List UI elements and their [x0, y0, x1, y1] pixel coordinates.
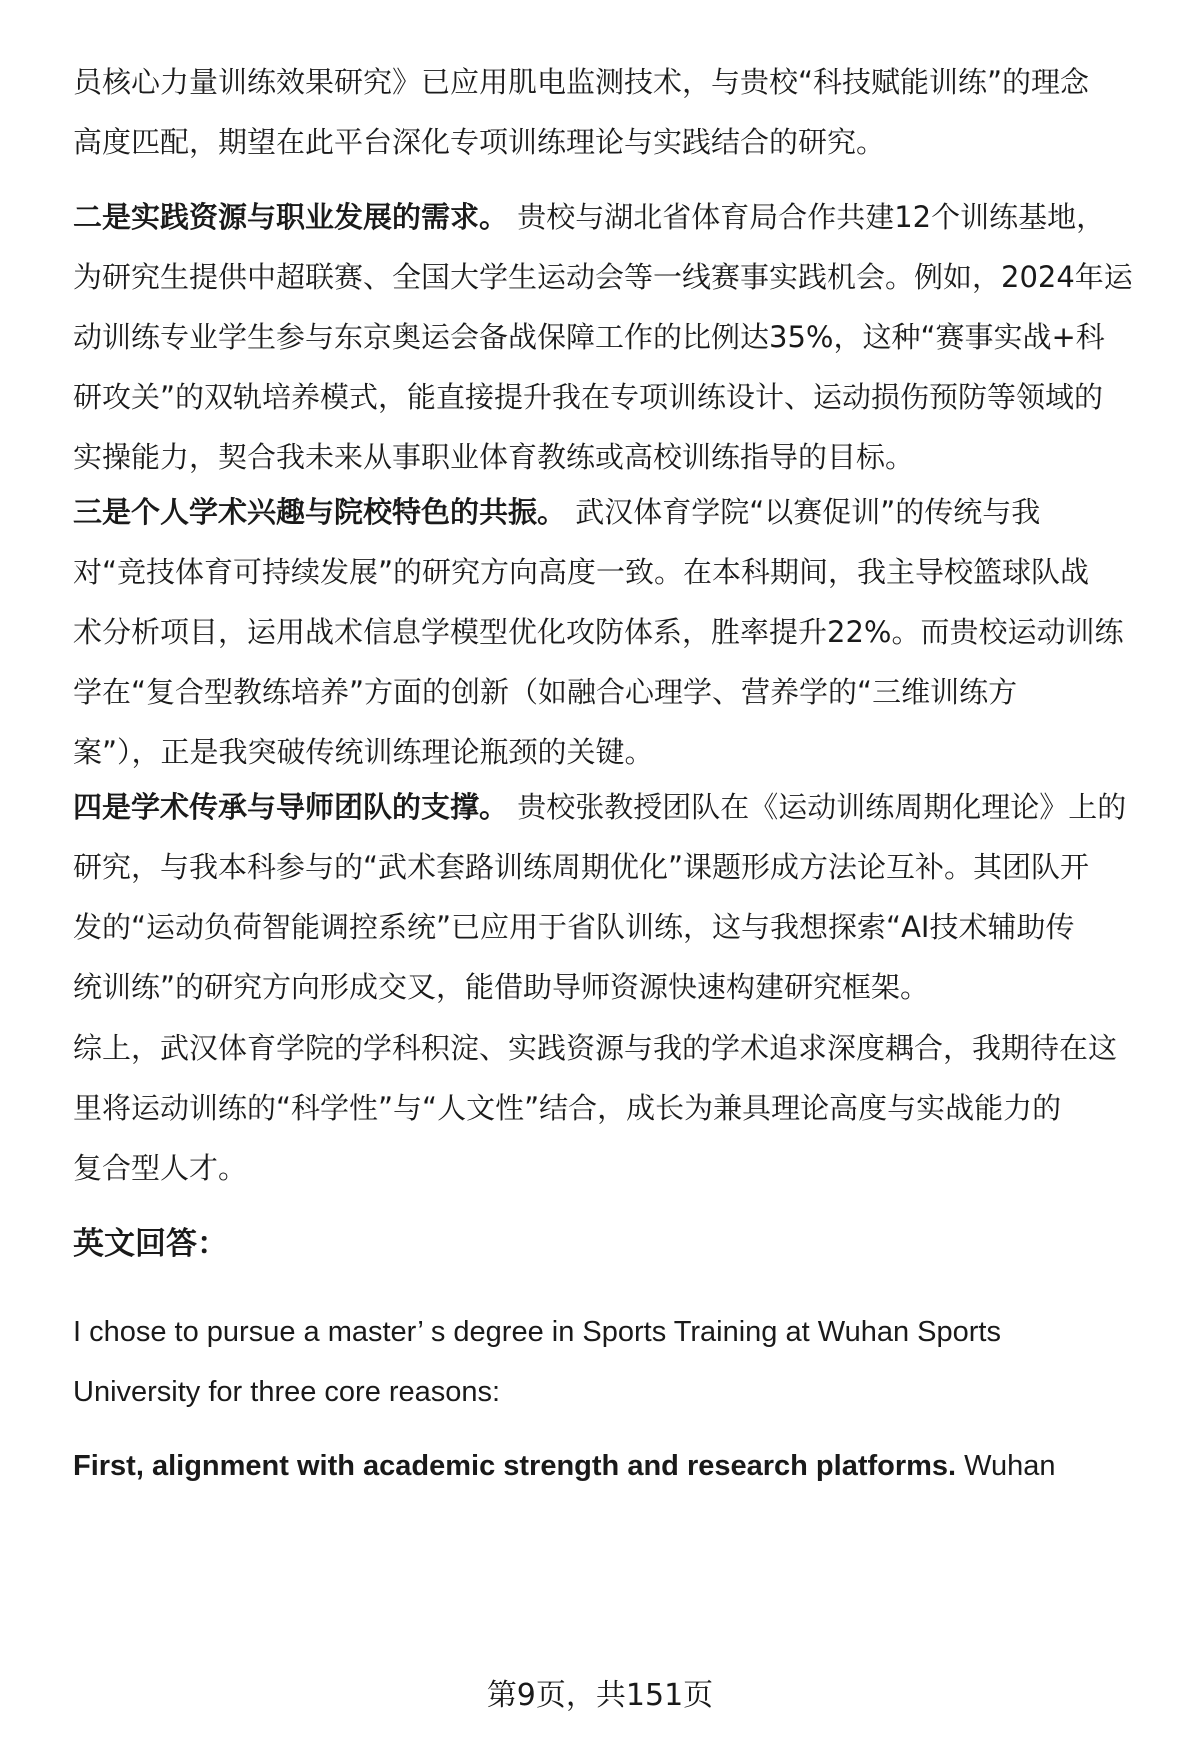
text-line: 实操能力，契合我未来从事职业体育教练或高校训练指导的目标。	[73, 440, 915, 474]
text-line: 研究，与我本科参与的“武术套路训练周期优化”课题形成方法论互补。其团队开	[73, 850, 1090, 884]
paragraph-english-intro	[73, 1302, 1153, 1422]
section-heading: 英文回答：	[73, 1226, 228, 1262]
text-line: 为研究生提供中超联赛、全国大学生运动会等一线赛事实践机会。例如，2024年运	[73, 260, 1133, 294]
text-line	[73, 187, 1153, 247]
paragraph-lead: 二是实践资源与职业发展的需求。	[73, 200, 509, 234]
text-line: 对“竞技体育可持续发展”的研究方向高度一致。在本科期间，我主导校篮球队战	[73, 555, 1090, 589]
text-line: 综上，武汉体育学院的学科积淀、实践资源与我的学术追求深度耦合，我期待在这	[73, 1031, 1118, 1065]
text-line: 学在“复合型教练培养”方面的创新（如融合心理学、营养学的“三维训练方	[73, 675, 1018, 709]
text-line: 动训练专业学生参与东京奥运会备战保障工作的比例达35%，这种“赛事实战+科	[73, 320, 1105, 354]
text-segment: 武汉体育学院“以赛促训”的传统与我	[566, 495, 1041, 529]
text-line	[73, 1436, 1153, 1496]
paragraph-lead: First, alignment with academic strength and research platforms.	[73, 1450, 957, 1482]
paragraph-mentor-support	[73, 777, 1153, 1017]
paragraph-english-first-reason	[73, 1436, 1153, 1496]
text-segment: 贵校与湖北省体育局合作共建12个训练基地，	[508, 200, 1106, 234]
text-line: 统训练”的研究方向形成交叉，能借助导师资源快速构建研究框架。	[73, 970, 930, 1004]
paragraph-lead: 三是个人学术兴趣与院校特色的共振。	[73, 495, 567, 529]
paragraph-lead: 四是学术传承与导师团队的支撑。	[73, 790, 509, 824]
paragraph-practice-resources	[73, 187, 1153, 487]
paragraph-summary	[73, 1018, 1153, 1198]
document-page	[73, 0, 1153, 1755]
text-line: University for three core reasons:	[73, 1376, 501, 1408]
paragraph-academic-interest	[73, 482, 1153, 782]
text-line: 高度匹配，期望在此平台深化专项训练理论与实践结合的研究。	[73, 125, 886, 159]
text-segment: 贵校张教授团队在《运动训练周期化理论》上的	[508, 790, 1127, 824]
text-line	[73, 482, 1153, 542]
text-line: 里将运动训练的“科学性”与“人文性”结合，成长为兼具理论高度与实战能力的	[73, 1091, 1062, 1125]
text-line: 复合型人才。	[73, 1151, 248, 1185]
text-line: 研攻关”的双轨培养模式，能直接提升我在专项训练设计、运动损伤预防等领域的	[73, 380, 1104, 414]
text-line	[73, 777, 1153, 837]
page-number-footer: 第9页，共151页	[486, 1678, 714, 1713]
text-segment: Wuhan	[956, 1450, 1056, 1482]
text-line: 员核心力量训练效果研究》已应用肌电监测技术，与贵校“科技赋能训练”的理念	[73, 65, 1090, 99]
text-line: 案”），正是我突破传统训练理论瓶颈的关键。	[73, 735, 654, 769]
paragraph-continued	[73, 52, 1153, 172]
text-line: I chose to pursue a master’ s degree in Sports Training at Wuhan Sports	[73, 1316, 1001, 1348]
text-line: 术分析项目，运用战术信息学模型优化攻防体系，胜率提升22%。而贵校运动训练	[73, 615, 1124, 649]
text-line: 发的“运动负荷智能调控系统”已应用于省队训练，这与我想探索“AI技术辅助传	[73, 910, 1075, 944]
